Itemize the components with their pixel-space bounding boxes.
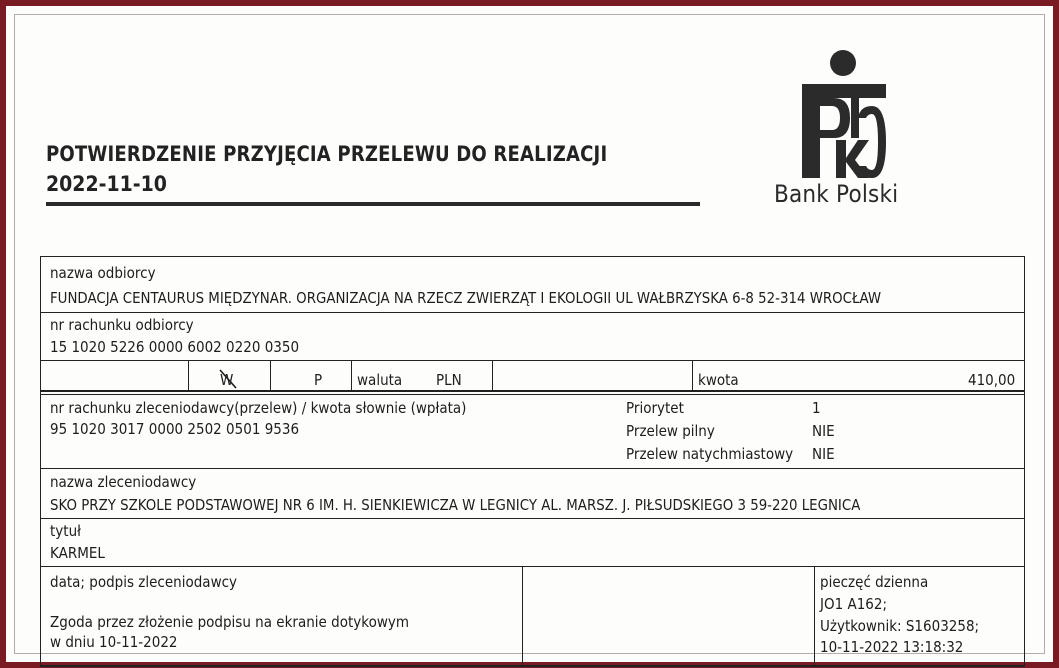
consent-line-2: w dniu 10-11-2022 bbox=[50, 633, 178, 651]
bank-name: Bank Polski bbox=[774, 180, 899, 208]
document-title: POTWIERDZENIE PRZYJĘCIA PRZELEWU DO REALIZACJI bbox=[46, 142, 608, 166]
cell-divider bbox=[814, 566, 815, 666]
row-divider bbox=[40, 468, 1025, 469]
instant-label: Przelew natychmiastowy bbox=[626, 445, 794, 463]
cell-divider bbox=[270, 360, 271, 392]
consent-line-1: Zgoda przez złożenie podpisu na ekranie dotykowym bbox=[50, 613, 410, 631]
signature-label: data; podpis zleceniodawcy bbox=[50, 573, 238, 591]
row-divider bbox=[40, 394, 1025, 395]
table-bottom-border bbox=[40, 665, 1025, 667]
p-mark: P bbox=[314, 371, 323, 389]
table-left-border bbox=[40, 256, 41, 667]
table-right-border bbox=[1024, 256, 1025, 667]
priority-value: 1 bbox=[812, 399, 821, 417]
orderer-account-label: nr rachunku zleceniodawcy(przelew) / kwota słownie (wpłata) bbox=[50, 399, 467, 417]
currency-value: PLN bbox=[436, 371, 462, 389]
stamp-line-2: Użytkownik: S1603258; bbox=[820, 617, 980, 635]
cell-divider bbox=[351, 360, 352, 392]
row-divider bbox=[40, 518, 1025, 519]
orderer-account-value: 95 1020 3017 0000 2502 0501 9536 bbox=[50, 420, 300, 438]
orderer-name-value: SKO PRZY SZKOLE PODSTAWOWEJ NR 6 IM. H. SIENKIEWICZA W LEGNICY AL. MARSZ. J. PIŁSUDSKIEGO 3 59-220 LEGNICA bbox=[50, 496, 861, 514]
recipient-name-label: nazwa odbiorcy bbox=[50, 264, 156, 282]
recipient-account-label: nr rachunku odbiorcy bbox=[50, 316, 194, 334]
cell-divider bbox=[692, 360, 693, 392]
transfer-title-label: tytuł bbox=[50, 522, 81, 540]
cell-divider bbox=[522, 566, 523, 666]
table-top-border bbox=[40, 256, 1025, 257]
recipient-account-value: 15 1020 5226 0000 6002 0220 0350 bbox=[50, 338, 300, 356]
title-underline bbox=[46, 202, 700, 206]
stamp-line-1: JO1 A162; bbox=[820, 595, 888, 613]
urgent-value: NIE bbox=[812, 422, 835, 440]
instant-value: NIE bbox=[812, 445, 835, 463]
transfer-title-value: KARMEL bbox=[50, 544, 105, 562]
cell-divider bbox=[492, 360, 493, 392]
urgent-label: Przelew pilny bbox=[626, 422, 715, 440]
cell-divider bbox=[188, 360, 189, 392]
document-date: 2022-11-10 bbox=[46, 172, 167, 196]
cross-mark-icon bbox=[218, 368, 238, 390]
orderer-name-label: nazwa zleceniodawcy bbox=[50, 473, 197, 491]
stamp-label: pieczęć dzienna bbox=[820, 573, 929, 591]
stamp-line-3: 10-11-2022 13:18:32 bbox=[820, 638, 964, 656]
priority-label: Priorytet bbox=[626, 399, 684, 417]
crossed-w-mark: W bbox=[220, 371, 234, 389]
row-divider bbox=[40, 566, 1025, 567]
currency-label: waluta bbox=[357, 371, 403, 389]
row-divider bbox=[40, 312, 1025, 313]
recipient-name-value: FUNDACJA CENTAURUS MIĘDZYNAR. ORGANIZACJA NA RZECZ ZWIERZĄT I EKOLOGII UL WAŁBRZYSKA 6-8 52-314 WROCŁAW bbox=[50, 289, 882, 307]
amount-label: kwota bbox=[698, 371, 739, 389]
amount-value: 410,00 bbox=[968, 371, 1016, 389]
